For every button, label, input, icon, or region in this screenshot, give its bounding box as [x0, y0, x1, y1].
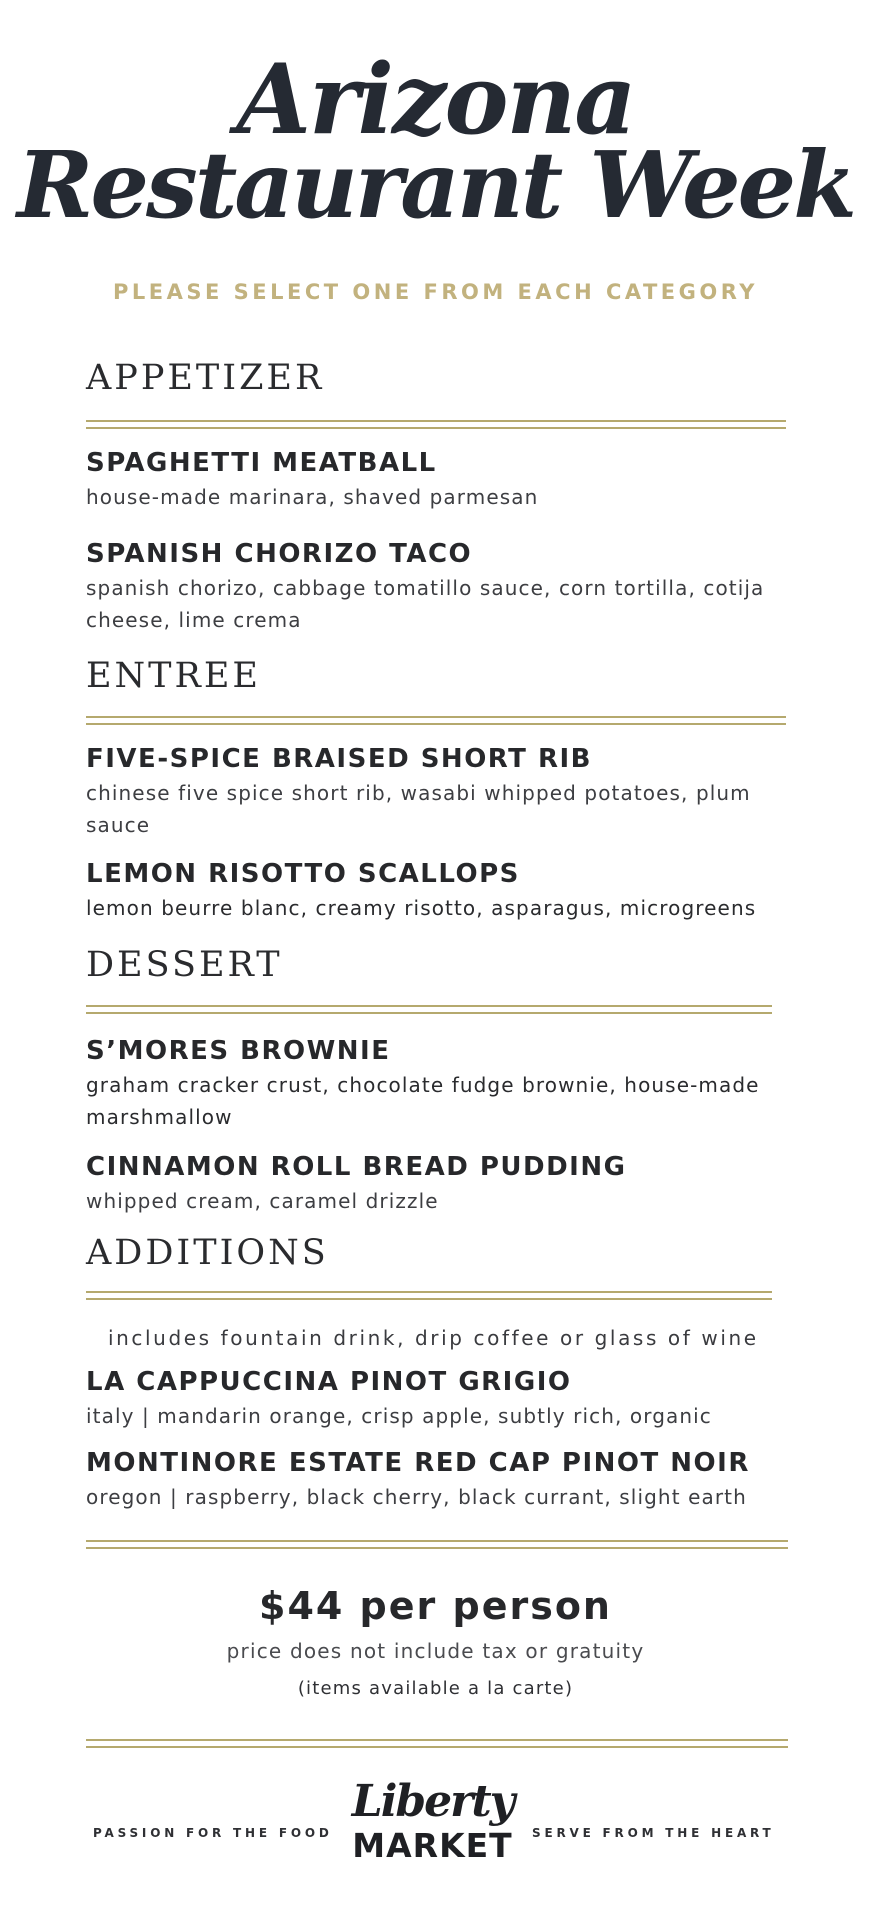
logo-script-text: Liberty	[351, 1776, 514, 1827]
title-line-restaurant-week: Restaurant Week	[17, 131, 854, 239]
section-divider-appetizer	[86, 420, 786, 430]
menu-item-description: chinese five spice short rib, wasabi whipped potatoes, plum sauce	[86, 781, 751, 837]
menu-item-name: LA CAPPUCCINA PINOT GRIGIO	[86, 1367, 572, 1397]
logo-block-text: MARKET	[352, 1826, 513, 1865]
liberty-market-logo	[345, 1774, 520, 1874]
menu-item-name: FIVE-SPICE BRAISED SHORT RIB	[86, 744, 592, 774]
menu-item-description: graham cracker crust, chocolate fudge brownie, house-made marshmallow	[86, 1073, 760, 1129]
menu-item-description: whipped cream, caramel drizzle	[86, 1189, 439, 1213]
a-la-carte-note: (items available a la carte)	[297, 1678, 574, 1699]
menu-item-description: lemon beurre blanc, creamy risotto, asparagus, microgreens	[86, 896, 757, 920]
menu-item-name: LEMON RISOTTO SCALLOPS	[86, 859, 520, 889]
menu-item-name: SPAGHETTI MEATBALL	[86, 448, 437, 478]
menu-item-name: SPANISH CHORIZO TACO	[86, 539, 473, 569]
section-divider-dessert	[86, 1005, 772, 1015]
menu-item-name: MONTINORE ESTATE RED CAP PINOT NOIR	[86, 1448, 750, 1478]
section-title-additions: ADDITIONS	[86, 1233, 329, 1273]
additions-note: includes fountain drink, drip coffee or glass of wine	[108, 1326, 759, 1350]
menu-item-name: CINNAMON ROLL BREAD PUDDING	[86, 1152, 627, 1182]
pricing-divider-bottom	[86, 1739, 788, 1749]
section-title-entree: ENTREE	[86, 656, 261, 696]
section-divider-additions	[86, 1291, 772, 1301]
section-divider-entree	[86, 716, 786, 726]
pricing-divider-top	[86, 1540, 788, 1550]
title-line-arizona: Arizona	[236, 43, 635, 156]
footer-tagline-right: SERVE FROM THE HEART	[532, 1826, 775, 1840]
footer-tagline-left: PASSION FOR THE FOOD	[93, 1826, 333, 1840]
price-per-person: $44 per person	[259, 1584, 612, 1628]
menu-item-description: oregon | raspberry, black cherry, black currant, slight earth	[86, 1485, 747, 1509]
section-title-dessert: DESSERT	[86, 945, 283, 985]
select-instruction: PLEASE SELECT ONE FROM EACH CATEGORY	[113, 280, 758, 304]
menu-item-description: house-made marinara, shaved parmesan	[86, 485, 539, 509]
menu-item-description: spanish chorizo, cabbage tomatillo sauce, corn tortilla, cotija cheese, lime crema	[86, 576, 765, 632]
menu-item-name: S’MORES BROWNIE	[86, 1036, 391, 1066]
menu-item-description: italy | mandarin orange, crisp apple, subtly rich, organic	[86, 1404, 712, 1428]
section-title-appetizer: APPETIZER	[86, 358, 325, 398]
price-tax-note: price does not include tax or gratuity	[226, 1639, 645, 1663]
